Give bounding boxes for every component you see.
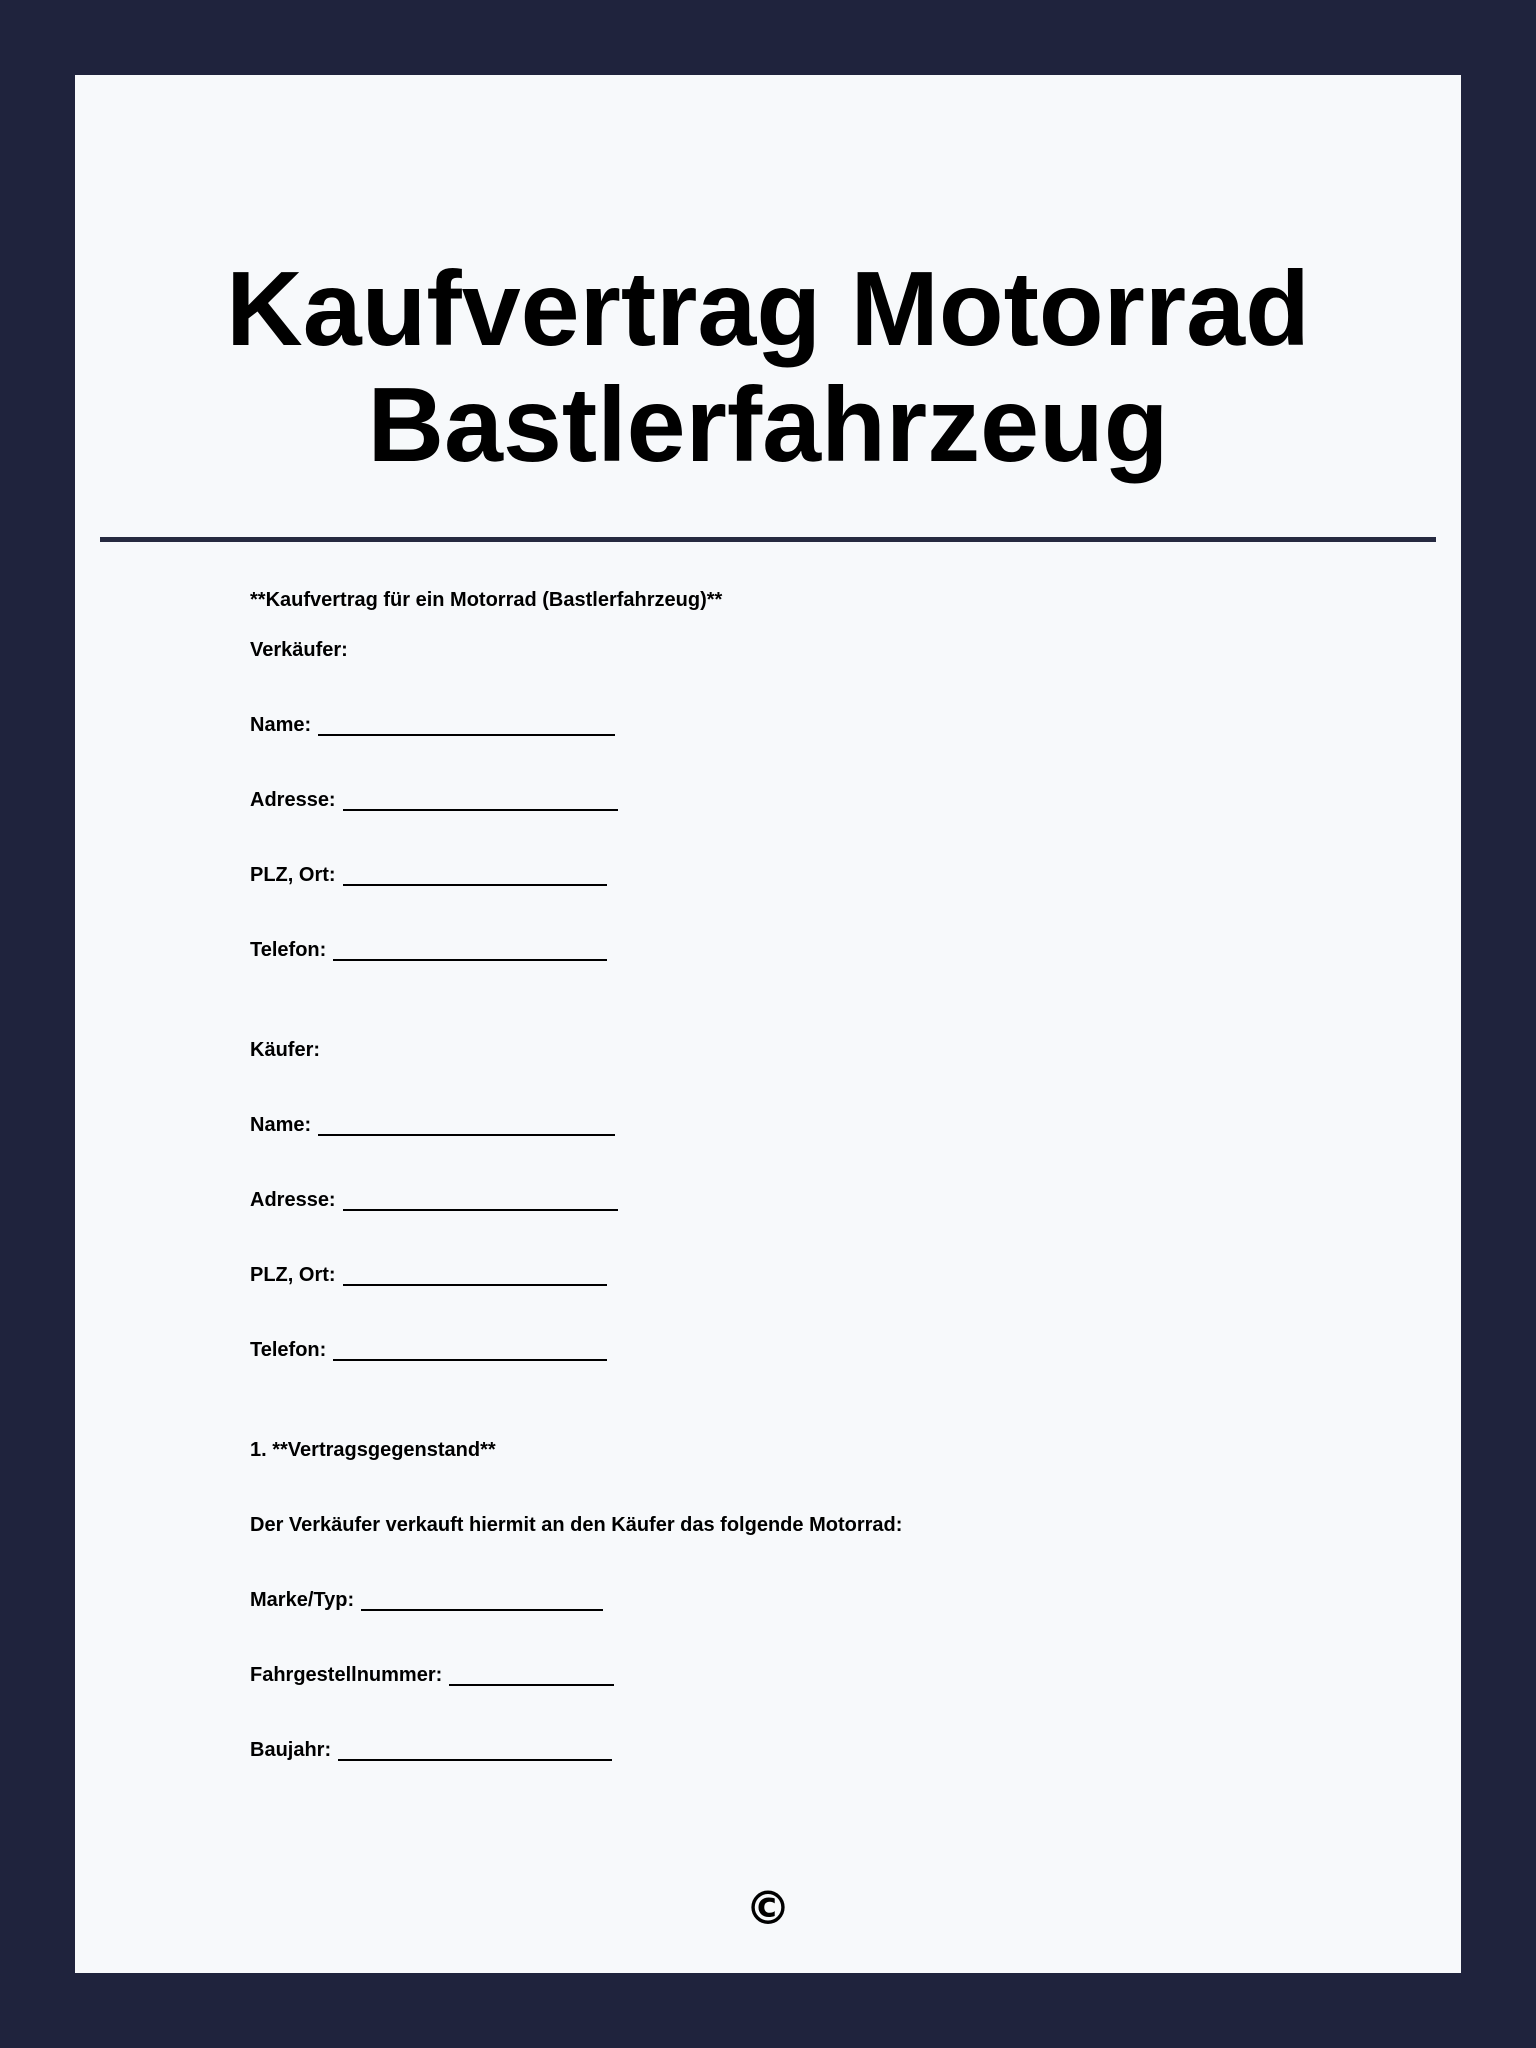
make-model-label: Marke/Typ:	[250, 1589, 355, 1611]
section-1-text: Der Verkäufer verkauft hiermit an den Käufer das folgende Motorrad:	[250, 1514, 903, 1536]
year-label: Baujahr:	[250, 1739, 332, 1761]
buyer-phone-blank[interactable]	[333, 1359, 607, 1361]
make-model-field[interactable]	[250, 1588, 603, 1612]
contract-intro: **Kaufvertrag für ein Motorrad (Bastlerfahrzeug)**	[250, 589, 723, 611]
seller-address-blank[interactable]	[343, 809, 618, 811]
buyer-address-blank[interactable]	[343, 1209, 618, 1211]
seller-address-label: Adresse:	[250, 789, 336, 811]
buyer-address-field[interactable]	[250, 1188, 618, 1212]
document-title	[75, 251, 1461, 483]
buyer-name-label: Name:	[250, 1114, 312, 1136]
vin-field[interactable]	[250, 1663, 614, 1687]
document-page	[75, 75, 1461, 1973]
seller-address-field[interactable]	[250, 788, 618, 812]
seller-name-label: Name:	[250, 714, 312, 736]
title-line-2: Bastlerfahrzeug	[367, 366, 1169, 484]
buyer-phone-field[interactable]	[250, 1338, 607, 1362]
year-blank[interactable]	[338, 1759, 612, 1761]
seller-phone-field[interactable]	[250, 938, 607, 962]
seller-zip-city-field[interactable]	[250, 863, 607, 887]
buyer-zip-city-label: PLZ, Ort:	[250, 1264, 336, 1286]
buyer-zip-city-blank[interactable]	[343, 1284, 607, 1286]
copyright-icon: ©	[745, 1881, 791, 1935]
buyer-name-blank[interactable]	[318, 1134, 615, 1136]
buyer-zip-city-field[interactable]	[250, 1263, 607, 1287]
buyer-phone-label: Telefon:	[250, 1339, 327, 1361]
seller-zip-city-label: PLZ, Ort:	[250, 864, 336, 886]
year-field[interactable]	[250, 1738, 612, 1762]
section-1-heading: 1. **Vertragsgegenstand**	[250, 1439, 496, 1461]
make-model-blank[interactable]	[361, 1609, 603, 1611]
buyer-name-field[interactable]	[250, 1113, 615, 1137]
vin-blank[interactable]	[449, 1684, 614, 1686]
seller-heading: Verkäufer:	[250, 639, 348, 661]
vin-label: Fahrgestellnummer:	[250, 1664, 443, 1686]
buyer-address-label: Adresse:	[250, 1189, 336, 1211]
seller-zip-city-blank[interactable]	[343, 884, 607, 886]
seller-name-blank[interactable]	[318, 734, 615, 736]
buyer-heading: Käufer:	[250, 1039, 321, 1061]
seller-phone-label: Telefon:	[250, 939, 327, 961]
seller-name-field[interactable]	[250, 713, 615, 737]
title-divider	[100, 537, 1436, 542]
seller-phone-blank[interactable]	[333, 959, 607, 961]
title-line-1: Kaufvertrag Motorrad	[226, 250, 1310, 368]
